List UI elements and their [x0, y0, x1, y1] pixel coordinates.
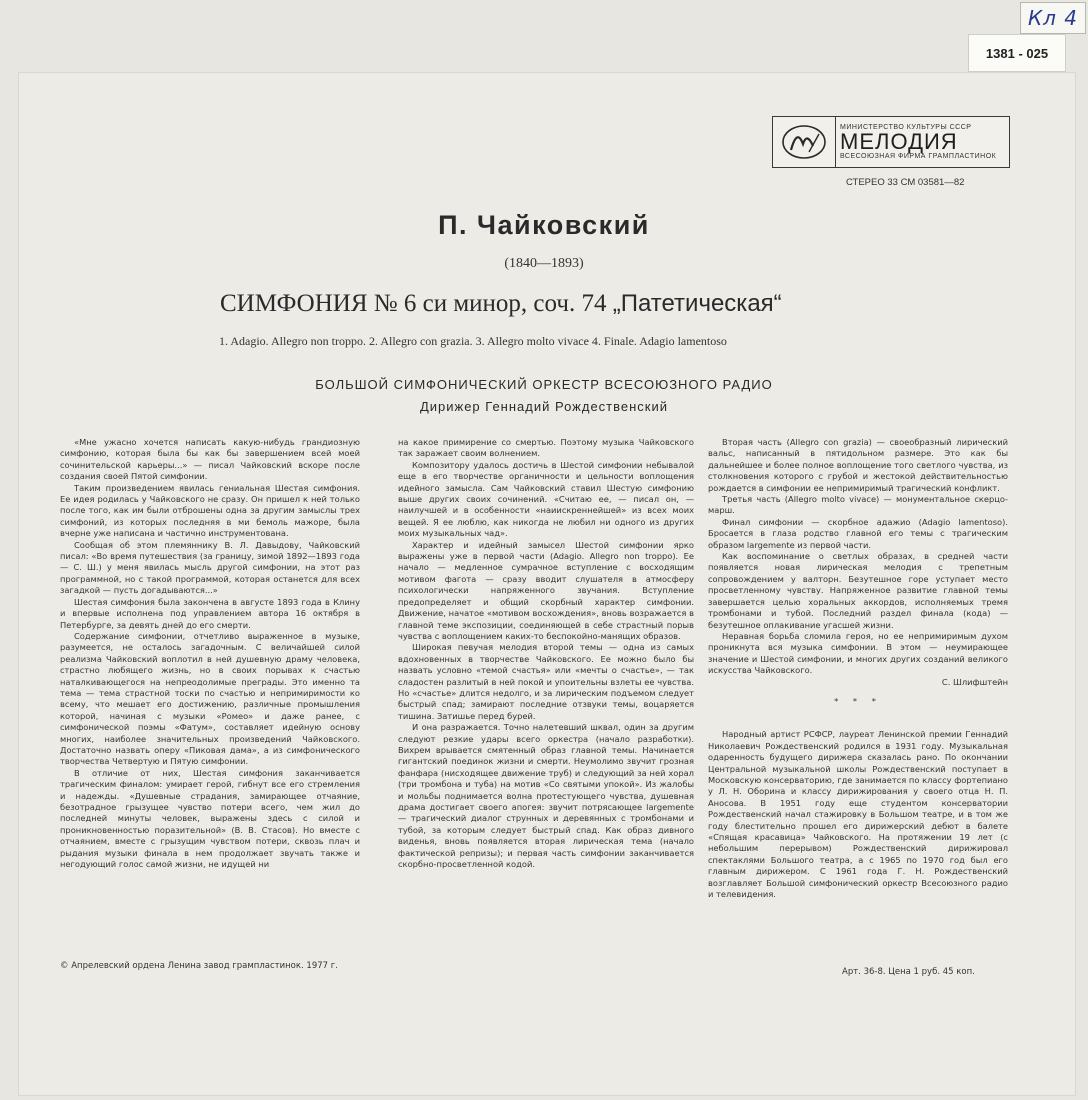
- paragraph: Характер и идейный замысел Шестой симфонии ярко выражены уже в первой части (Adagio. Allegro non troppo). Ее начало — медленное сумрачное вступление с восходящим мотивом фагота — сразу вводит слушателя в атмосферу психологически напряженного звучания. Вступление предопределяет и общий скорбный характер симфонии. Движение, начатое «мотивом восхождения», вновь возражается в главной теме экспозиции, соединяющей в себе страстный порыв чувства с воплощением каких-то беспокойно-манящих образов.: [398, 539, 694, 641]
- conductor-name: Дирижер Геннадий Рождественский: [419, 399, 669, 414]
- paragraph: Сообщая об этом племяннику В. Л. Давыдову, Чайковский писал: «Во время путешествия (за границу, зимой 1892—1893 года — С. Ш.) у меня явилась мысль другой симфонии, на этот раз программной, но с такой программой, которая останется для всех загадкой — пусть догадываются...»: [60, 539, 360, 596]
- paragraph: «Мне ужасно хочется написать какую-нибудь грандиозную симфонию, которая была бы как бы завершением всей моей сочинительской карьеры...» — писал Чайковский вскоре после создания своей Пятой симфонии.: [60, 437, 360, 482]
- firm-text: ВСЕСОЮЗНАЯ ФИРМА ГРАМПЛАСТИНОК: [840, 153, 997, 160]
- paragraph: Композитору удалось достичь в Шестой симфонии небывалой еще в его творчестве органичности и цельности воплощения идейного замысла. Сам Чайковский ставил Шестую симфонию выше других своих сочинений. «Считаю ее, — писал он, — наилучшей и в особенности «наиискреннейшей» из всех моих вещей. Я ее люблю, как никогда не любил ни одного из других моих музыкальных чад».: [398, 459, 694, 539]
- paragraph: Вторая часть (Allegro con grazia) — своеобразный лирический вальс, написанный в пятидольном размере. Это как бы дальнейшее и более полное воплощение того светлого чувства, из столкновения которого с грубой и жестокой действительностью рождается в симфонии ее непримиримый трагический конфликт.: [708, 437, 1008, 493]
- paragraph: Финал симфонии — скорбное адажио (Adagio lamentoso). Бросается в глаза родство главной его темы с трагическим образом largemente из первой части.: [708, 516, 1008, 550]
- paragraph: И она разражается. Точно налетевший шквал, один за другим следуют резкие удары всего оркестра (начало разработки). Вихрем врывается смятенный образ главной темы. Начинается гигантский поединок жизни и смерти. Неумолимо звучит грозная фанфара (нисходящее движение труб) и следующий за ней хорал (три тромбона и туба) на мотив «Со святыми упокой». Из жалобы и мольбы поднимается волна протестующего чувства, душевная драма достигает своего апогея: звучит потрясающее largemente — трагический диалог струнных и деревянных с тромбонами и тубой, за которым следует быстрый спад. Как образ дивного виденья, вновь появляется вторая лирическая тема (начало фактической репризы); и первая часть симфонии заканчивается скорбно-просветленной кодой.: [398, 722, 694, 870]
- paragraph: Широкая певучая мелодия второй темы — одна из самых вдохновенных в творчестве Чайковского. Ее можно было бы назвать условно «темой счастья» или «мечты о счастье», — так сладостен разлитый в ней покой и упоительны взлеты ее чувства. Но «счастье» длится недолго, и за лирическим подъемом следует быстрый спад; замирают последние отзвуки темы, воцаряется тишина. Затишье перед бурей.: [398, 642, 694, 721]
- orchestra-name: БОЛЬШОЙ СИМФОНИЧЕСКИЙ ОРКЕСТР ВСЕСОЮЗНОГО РАДИО: [315, 377, 773, 392]
- brand-name: МЕЛОДИЯ: [840, 129, 958, 154]
- melodiya-logo: [772, 116, 1010, 168]
- liner-notes-column-1: [60, 437, 360, 870]
- author-signature: С. Шлифштейн: [941, 676, 1008, 687]
- paragraph: Третья часть (Allegro molto vivace) — монументальное скерцо-марш.: [708, 494, 1008, 516]
- paragraph: Неравная борьба сломила героя, но ее непримиримым духом проникнута вся музыка симфонии. В этом — неумирающее значение и Шестой симфонии, и многих других созданий великого искусства Чайковского.: [708, 630, 1008, 676]
- paragraph: Шестая симфония была закончена в августе 1893 года в Клину и впервые исполнена под управлением автора 16 октября в Петербурге, за девять дней до его смерти.: [60, 596, 360, 630]
- paragraph: на какое примирение со смертью. Поэтому музыка Чайковского так заражает своим волнением.: [398, 437, 694, 459]
- section-separator: * * *: [834, 695, 882, 706]
- melodiya-emblem-icon: [773, 117, 836, 167]
- work-nickname: „Патетическая“: [612, 290, 782, 317]
- paragraph: Таким произведением явилась гениальная Шестая симфония. Ее идея родилась у Чайковского не сразу. Он пришел к ней только после того, как им были отброшены одна за другим замыслы трех симфоний, из которых последняя в ми бемоль мажоре, была вчерне уже написана и частично инструментована.: [60, 482, 360, 539]
- liner-notes-column-2: [398, 437, 694, 870]
- work-name: СИМФОНИЯ № 6 си минор, соч. 74: [220, 290, 607, 317]
- manufacturer-note: © Апрелевский ордена Ленина завод грампластинок. 1977 г.: [60, 961, 338, 971]
- liner-notes-column-3: [708, 437, 1008, 900]
- movements-list: 1. Adagio. Allegro non troppo. 2. Allegro con grazia. 3. Allegro molto vivace 4. Finale. Adagio lamentoso: [219, 334, 727, 348]
- ministry-text: МИНИСТЕРСТВО КУЛЬТУРЫ СССР: [840, 124, 972, 131]
- paragraph: В отличие от них, Шестая симфония заканчивается трагическим финалом: умирает герой, гибнут все его стремления и надежды. «Душевные страдания, замирающее отчаяние, безотрадное грызущее чувство потери всего, чем жил до последней минуты человек, выражены здесь с силой и проникновенностью поразительной» (В. В. Стасов). Но вместе с отчаянием, вместе с грызущим чувством потери, сквозь плач и рыдания музыки финала в нем продолжает звучать также и негодующий голос самой жизни, не идущей ни: [60, 767, 360, 870]
- handwritten-note: Кл 4: [1020, 2, 1086, 34]
- paragraph: Как воспоминание о светлых образах, в средней части появляется новая лирическая мелодия с трепетным сопровождением у валторн. Безутешное горе уступает место просветленному чувству. Напряженное развитие главной темы завершается целью хоральных аккордов, исполняемых тремя тромбонами и тубой. Последний раздел финала (кода) — безутешное оплакивание угасшей жизни.: [708, 551, 1008, 630]
- composer-name: П. Чайковский: [438, 210, 650, 240]
- catalog-number: СТЕРЕО 33 СМ 03581—82: [846, 177, 965, 188]
- composer-years: (1840—1893): [504, 256, 584, 271]
- inventory-sticker: 1381 - 025: [968, 34, 1066, 72]
- paragraph: Содержание симфонии, отчетливо выраженное в музыке, разумеется, не осталось загадочным. С величайшей силой реализма Чайковский воплотил в ней душевную драму человека, страстно любящего жизнь, но в своих порывах к счастью наталкивающегося на непреодолимые преграды. Это именно та тема — тема страстной тоски по счастью и непримиримости ко всему, что мешает его достижению, различные промышления которой, начиная с музыки «Ромео» и даже ранее, с симфонической поэмы «Фатум», составляет идейную основу многих, наиболее значительных произведений Чайковского. Достаточно назвать оперу «Пиковая дама», а из симфонического творчества Четвертую и Пятую симфонии.: [60, 630, 360, 767]
- conductor-biography: Народный артист РСФСР, лауреат Ленинской премии Геннадий Николаевич Рождественский родился в 1931 году. Музыкальная одаренность будущего дирижера сказалась рано. По окончании Центральной музыкальной школы Рождественский поступает в Московскую консерваторию, где занимается по классу фортепиано у Л. Н. Оборина и классу дирижирования у своего отца Н. П. Аносова. В 1951 году еще студентом консерватории Рождественский начал стажировку в Большом театре, и в том же году блестительно прошел его дирижерский дебют в балете «Спящая красавица» Чайковского. На протяжении 19 лет (с небольшим перерывом) Рождественский дирижировал спектаклями Большого театра, а с 1965 по 1970 год был его главным дирижером. С 1961 года Г. Н. Рождественский возглавляет Большой симфонический оркестр Всесоюзного радио и телевидения.: [708, 729, 1008, 900]
- work-title: [220, 290, 940, 318]
- price-note: Арт. 36-8. Цена 1 руб. 45 коп.: [842, 967, 975, 977]
